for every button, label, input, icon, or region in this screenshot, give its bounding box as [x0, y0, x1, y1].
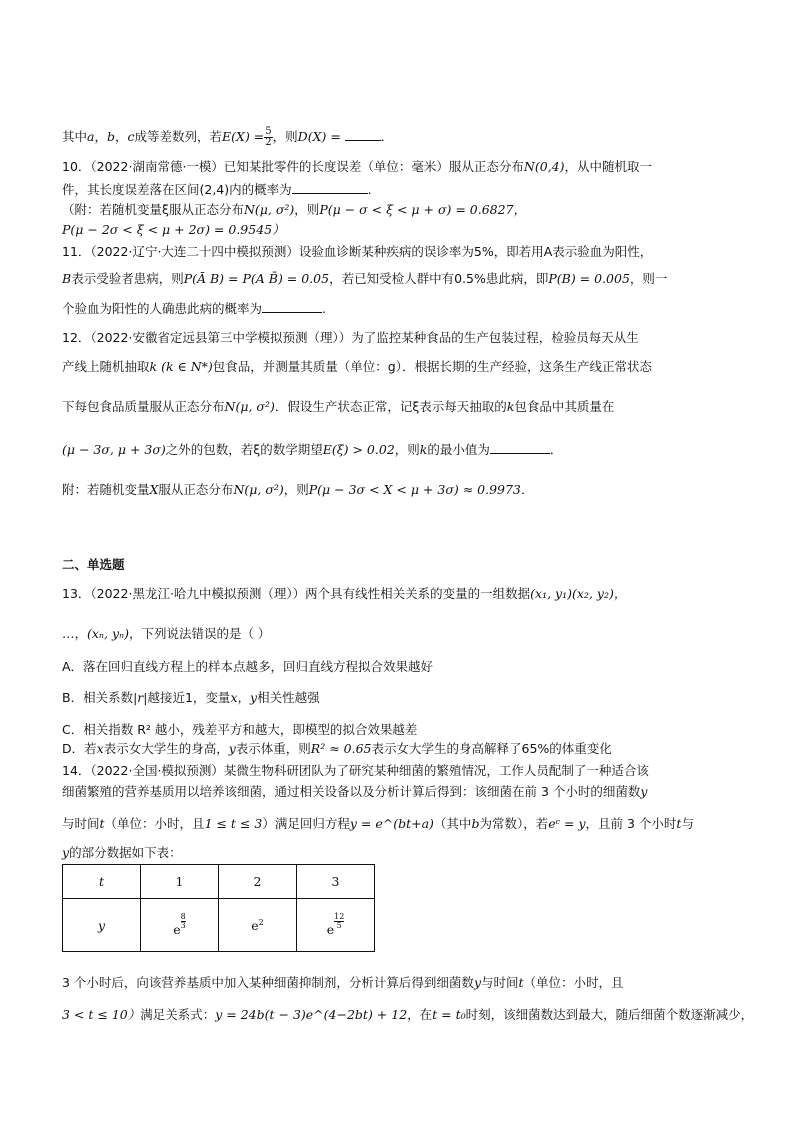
power-expr	[173, 912, 186, 937]
text: 相关性越强	[257, 690, 320, 705]
frac-den: 2	[265, 137, 272, 148]
base: e	[173, 921, 181, 937]
frac-num: 8	[180, 912, 186, 922]
math-b: b	[106, 129, 115, 144]
base: e	[326, 921, 335, 937]
text: ，在	[407, 1007, 433, 1022]
text: ，下列说法错误的是（ ）	[128, 626, 271, 641]
math: P(Ā B) = P(A B̄) = 0.05	[183, 271, 330, 286]
section-heading	[62, 557, 125, 573]
math-c: c	[127, 129, 135, 144]
math: P(μ − 2σ < ξ < μ + 2σ) = 0.9545）	[62, 222, 285, 237]
answer-blank[interactable]	[262, 300, 322, 313]
text: 12．（2022·安徽省定远县第三中学模拟预测（理））为了监控某种食品的生产包装过程，检验员每天从生	[62, 330, 639, 345]
text-line: 其中a，b，c成等差数列，若E(X) = $\frac{5}{2}$ ，则D(X) = ．	[62, 126, 394, 148]
question-14	[62, 763, 649, 779]
text: ，从中随机取一	[564, 159, 653, 174]
text-line	[62, 202, 526, 218]
math: t = t₀	[432, 1007, 466, 1022]
text: 的最小值为	[427, 442, 490, 457]
text: 13．（2022·黑龙江·哈九中模拟预测（理））两个具有线性相关关系的变量的一组数据	[62, 586, 531, 601]
text: 时刻，该细菌数达到最大，随后细菌个数逐渐减少，	[465, 1007, 754, 1022]
text-line	[62, 1007, 753, 1023]
text: ．假设生产状态正常，记ξ表示每天抽取的	[274, 399, 507, 414]
math: (μ − 3σ, μ + 3σ)	[62, 442, 166, 457]
text: 的部分数据如下表：	[69, 845, 182, 860]
option-a[interactable]	[62, 659, 433, 675]
table-header-cell: 2	[219, 865, 297, 899]
table-row	[63, 899, 375, 952]
question-12	[62, 330, 639, 346]
text: C．相关指数 R² 越小，残差平方和越大，即模型的拟合效果越差	[62, 722, 418, 737]
text: 满足关系式：	[140, 1007, 216, 1022]
text: 为常数），若	[479, 816, 549, 831]
exponent-fraction	[181, 913, 186, 930]
math: k (k ∈ N*)	[149, 359, 213, 374]
math: t	[99, 816, 105, 831]
math: 3 < t ≤ 10）	[62, 1007, 141, 1022]
math: y	[473, 975, 481, 990]
table-row	[63, 865, 375, 899]
text: （其中	[433, 816, 472, 831]
answer-blank[interactable]	[292, 181, 368, 194]
math: |r|	[133, 690, 148, 705]
table-cell	[219, 899, 297, 952]
text-line	[62, 845, 182, 861]
math: E(ξ) > 0.02	[322, 442, 395, 457]
text-line: 件，其长度误差落在区间(2,4)内的概率为 .	[62, 182, 372, 197]
text-line	[62, 222, 285, 238]
option-c[interactable]	[62, 722, 417, 738]
math: R² ≈ 0.65	[310, 741, 372, 756]
text: 二、单选题	[62, 557, 125, 572]
option-d[interactable]	[62, 741, 612, 757]
text-line	[62, 784, 647, 800]
text: ，且前 3 个小时	[585, 816, 677, 831]
text: ，则一	[629, 271, 668, 286]
question-11	[62, 244, 652, 260]
math: y = 24b(t − 3)e^(4−2bt) + 12	[215, 1007, 408, 1022]
text: 细菌繁殖的营养基质用以培养该细菌，通过相关设备以及分析计算后得到：该细菌在前 3 个小时的细菌数	[62, 784, 641, 799]
table-header-cell: 3	[297, 865, 375, 899]
math: x	[96, 741, 104, 756]
math-ex: E(X) =	[222, 129, 265, 144]
text: 表示受验者患病，则	[71, 271, 184, 286]
math: N(μ, σ²)	[233, 482, 284, 497]
text-line	[62, 399, 614, 415]
text: （单位：小时，且	[523, 975, 624, 990]
math: P(B) = 0.005	[548, 271, 630, 286]
math-a: a	[87, 129, 95, 144]
text-line	[62, 359, 652, 375]
text: 表示女大学生的身高，	[103, 741, 229, 756]
question-13	[62, 586, 626, 602]
text: 成等差数列，若	[134, 129, 223, 144]
text: 个验血为阳性的人确患此病的概率为	[62, 301, 263, 316]
frac-num: 5	[265, 126, 272, 137]
text: （单位：小时，且	[104, 816, 205, 831]
answer-blank[interactable]	[345, 128, 381, 141]
text: 与时间	[481, 975, 519, 990]
text: 产线上随机抽取	[62, 359, 150, 374]
text: 下每包食品质量服从正态分布	[62, 399, 225, 414]
text: ）满足回归方程	[262, 816, 350, 831]
text: ，则	[272, 129, 298, 144]
math: b	[471, 816, 480, 831]
text: B．相关系数	[62, 690, 134, 705]
text: 服从正态分布	[158, 482, 234, 497]
text: 3 个小时后，向该营养基质中加入某种细菌抑制剂，分析计算后得到细菌数	[62, 975, 474, 990]
text: ，则	[294, 202, 320, 217]
question-10	[62, 159, 652, 175]
math: …，(xₙ, yₙ)	[62, 626, 129, 641]
text-line	[62, 271, 667, 287]
math: y = e^(bt+a)	[349, 816, 434, 831]
fraction	[264, 127, 272, 148]
text: 11．（2022·辽宁·大连二十四中模拟预测）设验血诊断某种疾病的误诊率为5%，即若用A表示验血为阳性，	[62, 244, 653, 259]
text: 之外的包数，若ξ的数学期望	[165, 442, 323, 457]
text: 包食品，并测量其质量（单位：g）．根据长期的生产经验，这条生产线正常状态	[212, 359, 652, 374]
math: (x₁, y₁)(x₂, y₂)，	[530, 586, 627, 601]
power-expr	[326, 912, 345, 937]
text: 与时间	[62, 816, 100, 831]
frac-den: 3	[180, 921, 186, 931]
math: N(μ, σ²)	[224, 399, 275, 414]
answer-blank[interactable]	[490, 441, 550, 454]
math: t	[518, 975, 524, 990]
text-line	[62, 816, 694, 832]
text: 越接近1，变量	[147, 690, 231, 705]
math: y	[640, 784, 648, 799]
power-expr	[251, 918, 264, 933]
frac-num: 12	[334, 912, 345, 922]
frac-den: 5	[336, 921, 342, 931]
text: ，则	[283, 482, 309, 497]
table-cell: y	[63, 899, 141, 952]
text: ，若已知受检人群中有0.5%患此病，即	[329, 271, 549, 286]
math: N(0,4)	[523, 159, 565, 174]
math: k	[506, 399, 515, 414]
math: y	[62, 845, 70, 860]
table-cell	[297, 899, 375, 952]
text: D．若	[62, 741, 97, 756]
table-header-cell: 1	[141, 865, 219, 899]
text: 10．（2022·湖南常德·一模）已知某批零件的长度误差（单位：毫米）服从正态分布	[62, 159, 524, 174]
text: 件，其长度误差落在区间(2,4)内的概率为	[62, 182, 292, 197]
text-line: 个验血为阳性的人确患此病的概率为 .	[62, 301, 326, 316]
text-line: (μ − 3σ, μ + 3σ)之外的包数，若ξ的数学期望E(ξ) > 0.02，则k的最小值为 ．	[62, 442, 563, 457]
text: 其中	[62, 129, 88, 144]
text: （附：若随机变量ξ服从正态分布	[62, 202, 244, 217]
math-dx: D(X) =	[297, 129, 341, 144]
text-line	[62, 975, 624, 991]
text: 附：若随机变量	[62, 482, 150, 497]
math: P(μ − σ < ξ < μ + σ) = 0.6827，	[319, 202, 527, 217]
text: ，则	[394, 442, 420, 457]
text-line	[62, 482, 533, 498]
text: A．落在回归直线方程上的样本点越多，回归直线方程拟合效果越好	[62, 659, 434, 674]
math: t	[676, 816, 682, 831]
text: 表示女大学生的身高解释了65%的体重变化	[371, 741, 612, 756]
math: P(μ − 3σ < X < μ + 3σ) ≈ 0.9973．	[308, 482, 534, 497]
text: 表示体重，则	[235, 741, 311, 756]
math: k	[419, 442, 428, 457]
math: x，y	[230, 690, 258, 705]
data-table	[62, 864, 375, 952]
math: y	[228, 741, 236, 756]
text: 与	[681, 816, 694, 831]
text-line	[62, 626, 270, 642]
exponent-fraction	[334, 913, 344, 930]
table-cell	[141, 899, 219, 952]
math: eᶜ = y	[548, 816, 586, 831]
math: X	[149, 482, 159, 497]
math: 1 ≤ t ≤ 3	[204, 816, 263, 831]
text: 包食品中其质量在	[514, 399, 615, 414]
math: N(μ, σ²)	[243, 202, 295, 217]
base: e	[251, 917, 259, 933]
exponent: 2	[258, 917, 264, 927]
text: 14．（2022·全国·模拟预测）某微生物科研团队为了研究某种细菌的繁殖情况，工作人员配制了一种适合该	[62, 763, 649, 778]
table-header-cell: t	[63, 865, 141, 899]
math: B	[62, 271, 72, 286]
option-b[interactable]	[62, 690, 320, 706]
